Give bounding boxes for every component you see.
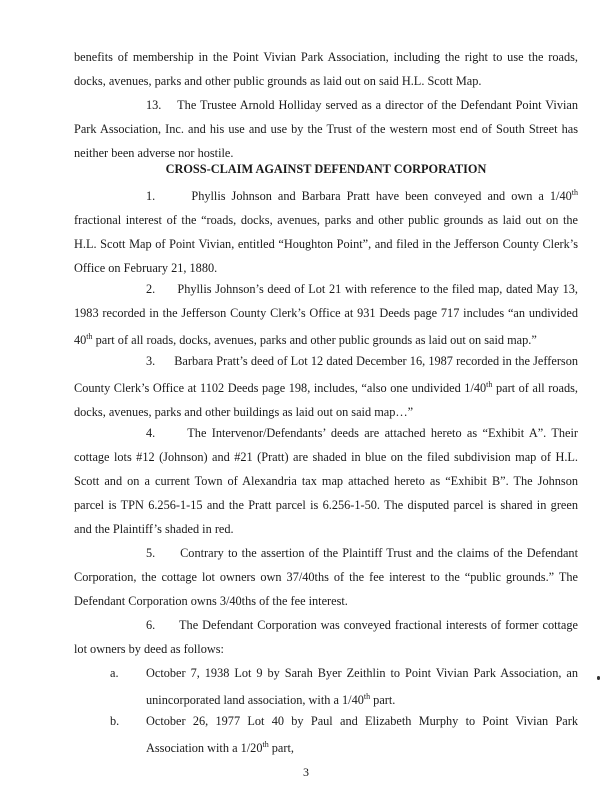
paragraph-6 — [74, 613, 578, 661]
paragraph-5 — [74, 541, 578, 613]
list-item-body: October 7, 1938 Lot 9 by Sarah Byer Zeithlin to Point Vivian Park Association, an unincorporated land association, with a 1/40 — [146, 666, 578, 708]
paragraph-intro — [74, 45, 578, 93]
paragraph-body: Phyllis Johnson’s deed of Lot 21 with reference to the filed map, dated May 13, 1983 recorded in the Jefferson County Clerk’s Office at 931 Deeds page 717 includes “an undivided 40 — [74, 282, 578, 348]
list-item-letter: a. — [110, 666, 119, 680]
section-heading: CROSS-CLAIM AGAINST DEFENDANT CORPORATION — [165, 162, 487, 176]
paragraph-body: The Defendant Corporation was conveyed fractional interests of former cottage lot owners by deed as follows: — [74, 618, 578, 656]
paragraph-text — [74, 277, 578, 352]
list-item-body: October 26, 1977 Lot 40 by Paul and Elizabeth Murphy to Point Vivian Park Association with a 1/20 — [146, 714, 578, 756]
list-item-a — [110, 661, 578, 712]
paragraph-text — [74, 613, 578, 661]
paragraph-body: part of all roads, docks, avenues, parks and other public grounds as laid out on said map.” — [92, 333, 537, 348]
page-number: 3 — [303, 765, 309, 779]
paragraph-number: 3. — [146, 354, 156, 368]
paragraph-body: The Intervenor/Defendants’ deeds are attached hereto as “Exhibit A”. Their cottage lots #12 (Johnson) and #21 (Pratt) are shaded in blue on the filed subdivision map of H.L. Scott and on a current Town of Alexandria tax map attached hereto as “Exhibit B”. The Johnson parcel is TPN 6.256-1-15 and the Pratt parcel is 6.256-1-50. The disputed parcel is shared in green and the Plaintiff’s shaded in red. — [74, 426, 578, 536]
paragraph-number: 1. — [146, 189, 156, 204]
paragraph-body: Barbara Pratt’s deed of Lot 12 dated December 16, 1987 recorded in the Jefferson County Clerk’s Office at 1102 Deeds page 198, includes, “also one undivided 1/40 — [74, 354, 578, 396]
paragraph-number: 4. — [146, 426, 156, 440]
superscript: th — [571, 188, 578, 197]
paragraph-3 — [74, 349, 578, 424]
list-item-letter: b. — [110, 714, 120, 728]
paragraph-number: 5. — [146, 546, 156, 560]
paragraph-body: Contrary to the assertion of the Plaintiff Trust and the claims of the Defendant Corporation, the cottage lot owners own 37/40ths of the fee interest to the “public grounds.” The Defendant Corporation owns 3/40ths of the fee interest. — [74, 546, 578, 608]
paragraph-number: 2. — [146, 282, 156, 296]
paragraph-number: 13. — [146, 98, 162, 112]
paragraph-body: part of all roads, docks, avenues, parks and other buildings as laid out on said map…” — [74, 381, 578, 420]
paragraph-4 — [74, 421, 578, 541]
paragraph-body: The Trustee Arnold Holliday served as a director of the Defendant Point Vivian Park Association, Inc. and his use and use by the Trust of the western most end of South Street has neither been adverse nor hostile. — [74, 98, 578, 160]
paragraph-1 — [74, 181, 578, 280]
list-item-text — [146, 709, 578, 760]
paragraph-text — [74, 93, 578, 165]
paragraph-text — [74, 181, 578, 280]
paragraph-2 — [74, 277, 578, 352]
list-item-body: part, — [268, 741, 294, 756]
superscript: th — [363, 692, 371, 701]
paragraph-13 — [74, 93, 578, 165]
paragraph-body: fractional interest of the “roads, docks, avenues, parks and other public grounds as laid out on the H.L. Scott Map of Point Vivian, entitled “Houghton Point”, and filed in the Jefferson County Clerk’s Office on February 21, 1880. — [74, 213, 578, 276]
paragraph-text — [74, 421, 578, 541]
paragraph-text — [74, 541, 578, 613]
list-item-body: part. — [370, 693, 396, 708]
superscript: th — [262, 740, 269, 749]
superscript: th — [486, 380, 493, 389]
paragraph-text: benefits of membership in the Point Vivian Park Association, including the right to use the roads, docks, avenues, parks and other public grounds as laid out on said H.L. Scott Map. — [74, 50, 578, 88]
paragraph-body: Phyllis Johnson and Barbara Pratt have been conveyed and own a 1/40 — [191, 189, 572, 204]
paragraph-text — [74, 349, 578, 424]
list-item-b — [110, 709, 578, 760]
list-item-text — [146, 661, 578, 712]
superscript: th — [86, 332, 93, 341]
paragraph-number: 6. — [146, 618, 156, 632]
scan-speck — [597, 676, 600, 680]
